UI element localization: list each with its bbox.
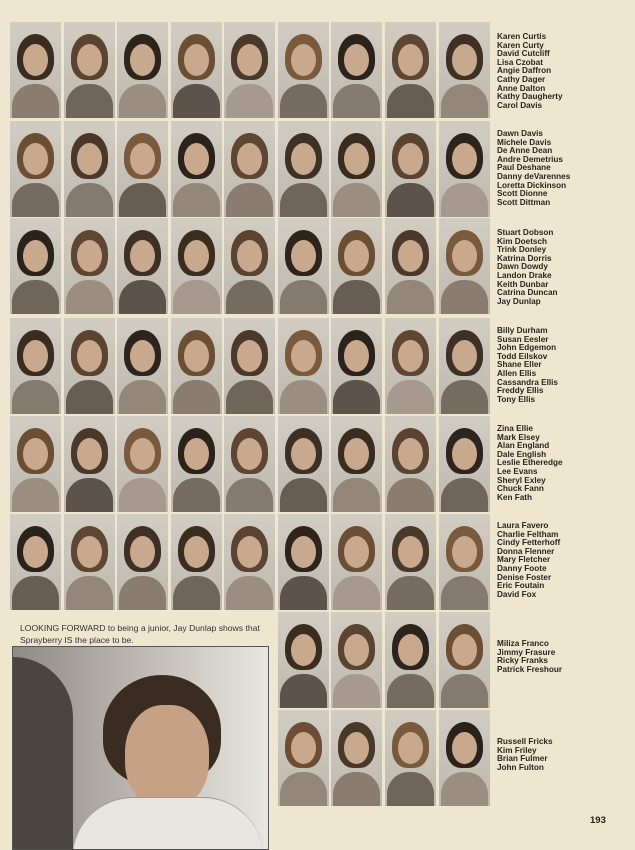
student-name: Zina Ellie <box>497 424 533 433</box>
portrait-photo <box>385 416 436 512</box>
student-name: Stuart Dobson <box>497 228 554 237</box>
student-name: Leslie Etheredge <box>497 458 563 468</box>
portrait-photo <box>64 416 115 512</box>
student-name: Lee Evans <box>497 466 538 476</box>
portrait-photo <box>439 710 490 806</box>
student-name: Cindy Fetterhoff <box>497 538 561 548</box>
student-name: Patrick Freshour <box>497 664 563 674</box>
student-name: De Anne Dean <box>497 146 553 156</box>
student-name: David Fox <box>497 589 537 599</box>
student-name: Freddy Ellis <box>497 386 544 396</box>
portrait-photo <box>439 318 490 414</box>
student-name: Dawn Davis <box>497 129 543 138</box>
student-name: David Cutcliff <box>497 49 550 59</box>
student-name: Laura Favero <box>497 521 549 530</box>
student-name: Carol Davis <box>497 100 543 110</box>
student-name: Eric Foutain <box>497 581 545 591</box>
portrait-photo <box>64 218 115 314</box>
name-list <box>497 229 627 306</box>
portrait-photo <box>224 416 275 512</box>
portrait-photo <box>224 22 275 118</box>
name-list <box>497 522 627 599</box>
student-name: Michele Davis <box>497 137 552 147</box>
portrait-photo <box>439 612 490 708</box>
student-name: Scott Dionne <box>497 189 548 199</box>
portrait-photo <box>117 218 168 314</box>
student-name: Dawn Dowdy <box>497 262 548 272</box>
student-name: Donna Flenner <box>497 546 555 556</box>
feature-photo <box>12 646 269 850</box>
portrait-photo <box>385 218 436 314</box>
portrait-photo <box>331 710 382 806</box>
student-name: Andre Demetrius <box>497 154 563 164</box>
portrait-photo <box>171 22 222 118</box>
portrait-photo <box>171 218 222 314</box>
portrait-photo <box>278 416 329 512</box>
portrait-photo <box>64 22 115 118</box>
portrait-photo <box>278 710 329 806</box>
student-name: Anne Dalton <box>497 83 546 93</box>
portrait-photo <box>439 416 490 512</box>
portrait-photo <box>224 318 275 414</box>
student-name: Danny Foote <box>497 563 547 573</box>
student-name: Allen Ellis <box>497 368 537 378</box>
portrait-photo <box>171 318 222 414</box>
portrait-photo <box>171 121 222 217</box>
student-name: Ken Fath <box>497 492 533 502</box>
student-name: Lisa Czobat <box>497 57 543 67</box>
student-name: Keith Dunbar <box>497 279 549 289</box>
portrait-photo <box>117 121 168 217</box>
portrait-photo <box>385 22 436 118</box>
student-name: Russell Fricks <box>497 737 553 746</box>
student-name: Scott Dittman <box>497 197 551 207</box>
portrait-photo <box>331 218 382 314</box>
portrait-photo <box>278 121 329 217</box>
student-name: Charlie Feltham <box>497 529 559 539</box>
portrait-photo <box>331 612 382 708</box>
portrait-photo <box>117 22 168 118</box>
student-name: Kathy Daugherty <box>497 92 563 102</box>
portrait-photo <box>385 612 436 708</box>
portrait-photo <box>117 416 168 512</box>
student-name: Catrina Duncan <box>497 288 558 298</box>
portrait-photo <box>439 218 490 314</box>
student-name: Todd Eilskov <box>497 351 548 361</box>
student-name: Paul Deshane <box>497 163 551 173</box>
name-list <box>497 738 627 772</box>
student-name: Alan England <box>497 441 550 451</box>
student-name: Mark Elsey <box>497 432 540 442</box>
student-name: Karen Curty <box>497 40 544 50</box>
portrait-photo <box>331 416 382 512</box>
portrait-photo <box>331 22 382 118</box>
portrait-photo <box>385 318 436 414</box>
student-name: Susan Eesler <box>497 334 549 344</box>
portrait-photo <box>278 318 329 414</box>
portrait-photo <box>10 514 61 610</box>
photo-caption: LOOKING FORWARD to being a junior, Jay Dunlap shows that Sprayberry IS the place to be. <box>20 623 260 645</box>
portrait-photo <box>224 218 275 314</box>
name-list <box>497 130 627 207</box>
student-name: Denise Foster <box>497 572 552 582</box>
student-name: Chuck Fann <box>497 484 544 494</box>
portrait-photo <box>278 22 329 118</box>
portrait-photo <box>331 318 382 414</box>
portrait-photo <box>278 514 329 610</box>
page-number: 193 <box>590 815 606 826</box>
portrait-photo <box>439 121 490 217</box>
portrait-photo <box>10 121 61 217</box>
portrait-photo <box>331 514 382 610</box>
student-name: Billy Durham <box>497 326 548 335</box>
portrait-photo <box>117 318 168 414</box>
portrait-photo <box>64 514 115 610</box>
student-name: Tony Ellis <box>497 394 536 404</box>
portrait-photo <box>10 416 61 512</box>
student-name: Jay Dunlap <box>497 296 541 306</box>
student-name: Landon Drake <box>497 270 552 280</box>
student-name: John Fulton <box>497 762 544 772</box>
student-name: Jimmy Frasure <box>497 647 556 657</box>
student-name: Cathy Dager <box>497 74 546 84</box>
portrait-photo <box>385 514 436 610</box>
student-name: Danny deVarennes <box>497 171 571 181</box>
portrait-photo <box>278 612 329 708</box>
portrait-photo <box>224 514 275 610</box>
student-name: Angie Daffron <box>497 66 552 76</box>
student-name: Ricky Franks <box>497 656 548 666</box>
student-name: John Edgemon <box>497 343 557 353</box>
student-name: Katrina Dorris <box>497 253 552 263</box>
student-name: Mary Fletcher <box>497 555 551 565</box>
portrait-photo <box>171 416 222 512</box>
portrait-photo <box>64 318 115 414</box>
student-name: Trink Donley <box>497 245 547 255</box>
student-name: Loretta Dickinson <box>497 180 567 190</box>
portrait-photo <box>10 22 61 118</box>
portrait-photo <box>64 121 115 217</box>
portrait-photo <box>278 218 329 314</box>
portrait-photo <box>224 121 275 217</box>
portrait-photo <box>385 710 436 806</box>
student-name: Sheryl Exley <box>497 475 546 485</box>
name-list <box>497 640 627 674</box>
student-name: Dale English <box>497 449 547 459</box>
student-name: Karen Curtis <box>497 32 547 41</box>
student-name: Kim Friley <box>497 745 537 755</box>
portrait-photo <box>117 514 168 610</box>
portrait-photo <box>171 514 222 610</box>
portrait-photo <box>439 514 490 610</box>
portrait-photo <box>10 218 61 314</box>
student-name: Brian Fulmer <box>497 754 548 764</box>
portrait-photo <box>10 318 61 414</box>
name-list <box>497 327 627 404</box>
student-name: Miliza Franco <box>497 639 549 648</box>
student-name: Cassandra Ellis <box>497 377 558 387</box>
student-name: Shane Eller <box>497 360 542 370</box>
portrait-photo <box>439 22 490 118</box>
name-list <box>497 33 627 110</box>
portrait-photo <box>331 121 382 217</box>
student-name: Kim Doetsch <box>497 236 548 246</box>
name-list <box>497 425 627 502</box>
portrait-photo <box>385 121 436 217</box>
